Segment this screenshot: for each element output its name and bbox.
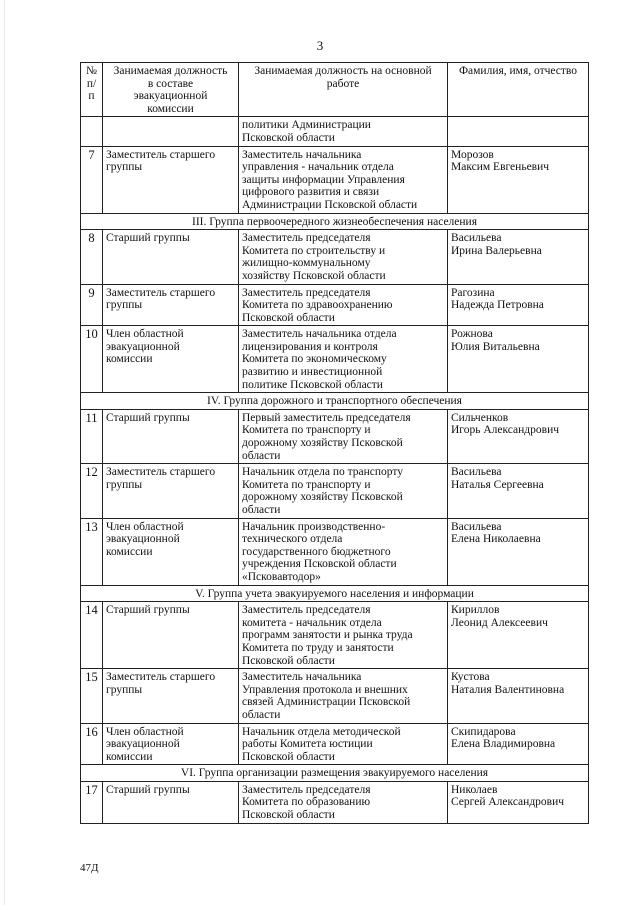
table-row bbox=[81, 117, 589, 146]
row-position-commission: Заместитель старшего группы bbox=[103, 669, 239, 723]
table-row bbox=[81, 146, 589, 213]
row-fio: Сильченков Игорь Александрович bbox=[448, 409, 589, 463]
section-title-5: V. Группа учета эвакуируемого населения и информации bbox=[81, 585, 589, 602]
scan-edge bbox=[4, 0, 5, 905]
row-position-main: Заместитель начальника управления - начальник отдела защиты информации Управления цифрового развития и связи Администрации Псковской области bbox=[239, 146, 448, 213]
row-position-main: Заместитель председателя Комитета по образованию Псковской области bbox=[239, 781, 448, 823]
row-fio: Васильева Наталья Сергеевна bbox=[448, 464, 589, 518]
header-num: № п/п bbox=[81, 63, 103, 117]
table-row bbox=[81, 602, 589, 669]
row-position-commission: Заместитель старшего группы bbox=[103, 284, 239, 326]
table-row bbox=[81, 723, 589, 765]
table-header bbox=[81, 63, 589, 117]
evacuation-commission-table bbox=[80, 62, 589, 824]
row-position-commission: Старший группы bbox=[103, 409, 239, 463]
table-row bbox=[81, 781, 589, 823]
row-num: 11 bbox=[81, 409, 103, 463]
row-num: 9 bbox=[81, 284, 103, 326]
row-num bbox=[81, 117, 103, 146]
header-position-commission: Занимаемая должность в составе эвакуационной комиссии bbox=[103, 63, 239, 117]
table-row bbox=[81, 669, 589, 723]
row-position-commission: Заместитель старшего группы bbox=[103, 146, 239, 213]
row-position-main: Заместитель начальника Управления протокола и внешних связей Администрации Псковской области bbox=[239, 669, 448, 723]
row-fio: Морозов Максим Евгеньевич bbox=[448, 146, 589, 213]
section-row bbox=[81, 213, 589, 230]
table-row bbox=[81, 409, 589, 463]
row-position-main: Начальник производственно- технического отдела государственного бюджетного учреждения Псковской области «Псковавтодор» bbox=[239, 518, 448, 585]
footer-code: 47Д bbox=[80, 862, 99, 874]
row-num: 15 bbox=[81, 669, 103, 723]
row-position-main: Первый заместитель председателя Комитета по транспорту и дорожному хозяйству Псковской области bbox=[239, 409, 448, 463]
row-num: 10 bbox=[81, 326, 103, 393]
row-position-commission: Член областной эвакуационной комиссии bbox=[103, 518, 239, 585]
row-fio: Скипидарова Елена Владимировна bbox=[448, 723, 589, 765]
row-position-commission: Член областной эвакуационной комиссии bbox=[103, 723, 239, 765]
table-row bbox=[81, 326, 589, 393]
row-num: 8 bbox=[81, 230, 103, 284]
row-position-main: Заместитель председателя комитета - начальник отдела программ занятости и рынка труда Комитета по труду и занятости Псковской области bbox=[239, 602, 448, 669]
row-fio: Кустова Наталия Валентиновна bbox=[448, 669, 589, 723]
row-position-commission: Член областной эвакуационной комиссии bbox=[103, 326, 239, 393]
row-fio: Васильева Елена Николаевна bbox=[448, 518, 589, 585]
row-position-commission bbox=[103, 117, 239, 146]
row-fio: Николаев Сергей Александрович bbox=[448, 781, 589, 823]
row-num: 12 bbox=[81, 464, 103, 518]
section-title-4: IV. Группа дорожного и транспортного обеспечения bbox=[81, 393, 589, 410]
table-row bbox=[81, 230, 589, 284]
section-row bbox=[81, 585, 589, 602]
row-num: 17 bbox=[81, 781, 103, 823]
header-fio: Фамилия, имя, отчество bbox=[448, 63, 589, 117]
row-num: 13 bbox=[81, 518, 103, 585]
row-position-commission: Старший группы bbox=[103, 230, 239, 284]
section-title-6: VI. Группа организации размещения эвакуируемого населения bbox=[81, 765, 589, 782]
row-position-main: Заместитель председателя Комитета по здравоохранению Псковской области bbox=[239, 284, 448, 326]
row-fio: Кириллов Леонид Алексеевич bbox=[448, 602, 589, 669]
row-num: 16 bbox=[81, 723, 103, 765]
row-position-main: Начальник отдела методической работы Комитета юстиции Псковской области bbox=[239, 723, 448, 765]
row-position-main: политики Администрации Псковской области bbox=[239, 117, 448, 146]
row-num: 7 bbox=[81, 146, 103, 213]
row-fio: Рагозина Надежда Петровна bbox=[448, 284, 589, 326]
row-fio bbox=[448, 117, 589, 146]
row-num: 14 bbox=[81, 602, 103, 669]
table-row bbox=[81, 464, 589, 518]
row-fio: Васильева Ирина Валерьевна bbox=[448, 230, 589, 284]
page-number: 3 bbox=[316, 38, 324, 53]
section-row bbox=[81, 393, 589, 410]
header-position-main: Занимаемая должность на основной работе bbox=[239, 63, 448, 117]
row-position-main: Заместитель начальника отдела лицензирования и контроля Комитета по экономическому развитию и инвестиционной политике Псковской области bbox=[239, 326, 448, 393]
row-position-main: Начальник отдела по транспорту Комитета по транспорту и дорожному хозяйству Псковской области bbox=[239, 464, 448, 518]
table-row bbox=[81, 518, 589, 585]
table-row bbox=[81, 284, 589, 326]
row-position-commission: Заместитель старшего группы bbox=[103, 464, 239, 518]
section-title-3: III. Группа первоочередного жизнеобеспечения населения bbox=[81, 213, 589, 230]
row-position-main: Заместитель председателя Комитета по строительству и жилищно-коммунальному хозяйству Псковской области bbox=[239, 230, 448, 284]
row-fio: Рожнова Юлия Витальевна bbox=[448, 326, 589, 393]
row-position-commission: Старший группы bbox=[103, 781, 239, 823]
row-position-commission: Старший группы bbox=[103, 602, 239, 669]
section-row bbox=[81, 765, 589, 782]
